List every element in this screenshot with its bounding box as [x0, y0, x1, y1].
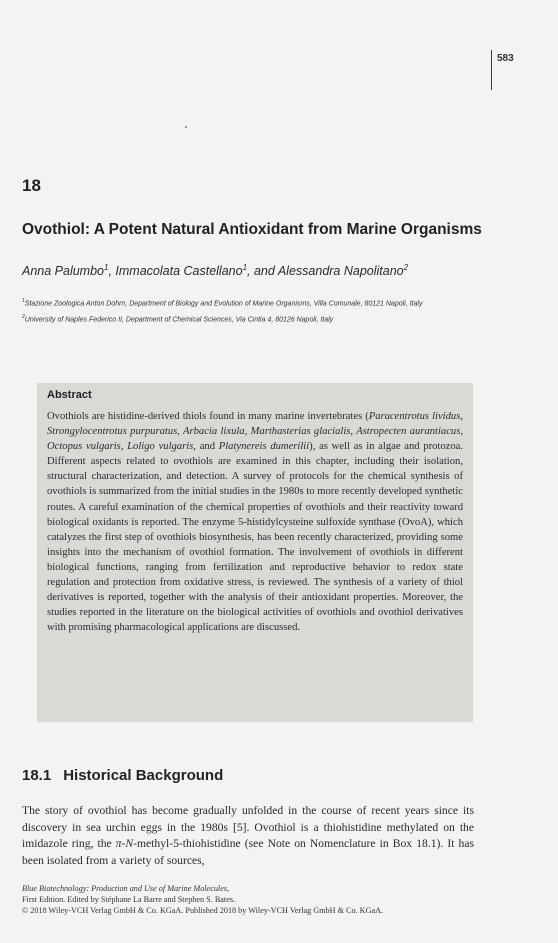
author-affiliation-mark: 2 — [403, 263, 409, 272]
page-footer — [22, 883, 492, 916]
section-title: Historical Background — [63, 767, 224, 784]
body-text-part: -methyl-5-thiohistidine (see Note on Nomenclature in Box 18.1). It has been isolated from a variety of sources, — [22, 837, 474, 867]
affiliation — [22, 312, 462, 325]
footer-book-title: Blue Biotechnology: Production and Use of Marine Molecules, — [22, 884, 230, 893]
author-separator: , and — [247, 264, 278, 279]
abstract-box — [37, 383, 473, 722]
abstract-text-part: and — [195, 441, 219, 453]
abstract-species-name: Platynereis dumerilii — [218, 441, 310, 453]
abstract-text-part: ), as well as in algae and protozoa. Different aspects related to ovothiols are examined in this chapter, including their isolation, structural characterization, and detection. A survey of protocols for the chemical synthesis of ovothiols is summarized from the initial studies in the 1980s to more recently developed synthetic routes. A careful examination of the chemical properties of ovothiols and their reactivity toward biological oxidants is reported. The enzyme 5-histidylcysteine sulfoxide synthase (OvoA), which catalyzes the first step of ovothiols biosynthesis, has been recently characterized, providing some insights into the mechanism of ovothiol formation. The involvement of ovothiols in different biological functions, ranging from fertilization and reproductive behavior to redox state regulation and protection from oxidative stress, is reviewed. The synthesis of a variety of thiol derivatives is reported, together with the analysis of their antioxidant properties. Moreover, the studies reported in the literature on the biological activities of ovothiols and ovothiol derivatives with promising pharmacological applications are discussed. — [47, 441, 464, 634]
page-number: 583 — [497, 53, 514, 64]
affiliation-text: Stazione Zoologica Anton Dohrn, Department of Biology and Evolution of Marine Organisms, Villa Comunale, 80121 Napoli, Italy — [24, 300, 423, 308]
affiliation-mark: 2 — [22, 314, 25, 321]
abstract-text — [47, 409, 463, 635]
author-affiliation-mark: 1 — [242, 263, 248, 272]
affiliation-list — [22, 296, 462, 329]
chapter-number: 18 — [22, 176, 41, 195]
body-text-italic: π-N — [115, 837, 134, 851]
affiliation-mark: 1 — [22, 298, 25, 304]
footer-copyright: © 2018 Wiley-VCH Verlag GmbH & Co. KGaA. Published 2018 by Wiley-VCH Verlag GmbH & Co. KGaA. — [22, 906, 384, 915]
page-number-rule — [491, 50, 492, 90]
body-text-part: The story of ovothiol has become gradually unfolded in the course of recent years since its discovery in sea urchin eggs in the 1980s [5]. Ovothiol is a thiohistidine methylated on the imidazole ring, the — [22, 804, 474, 851]
abstract-heading: Abstract — [47, 389, 92, 401]
author-name: Immacolata Castellano — [115, 264, 243, 279]
author-name: Anna Palumbo — [22, 264, 105, 279]
chapter-title: Ovothiol: A Potent Natural Antioxidant from Marine Organisms — [22, 221, 482, 238]
affiliation-text: University of Naples Federico II, Department of Chemical Sciences, Via Cintia 4, 80126 Napoli, Italy — [24, 316, 334, 324]
body-paragraph — [22, 803, 474, 869]
abstract-species-list: Paracentrotus lividus, Strongylocentrotus purpuratus, Arbacia lixula, Marthasterias glacialis, Astropecten aurantiacus, Octopus vulgaris, Loligo vulgaris, — [47, 411, 463, 453]
scan-speck — [185, 126, 187, 128]
footer-edition: First Edition. Edited by Stéphane La Barre and Stephen S. Bates. — [22, 895, 236, 904]
affiliation — [22, 296, 462, 309]
author-name: Alessandra Napolitano — [277, 264, 404, 279]
author-separator: , — [108, 264, 116, 279]
abstract-text-part: Ovothiols are histidine-derived thiols found in many marine invertebrates ( — [47, 411, 369, 422]
section-heading — [22, 767, 223, 784]
section-number: 18.1 — [22, 767, 52, 784]
author-list — [22, 263, 408, 278]
author-affiliation-mark: 1 — [104, 263, 109, 272]
